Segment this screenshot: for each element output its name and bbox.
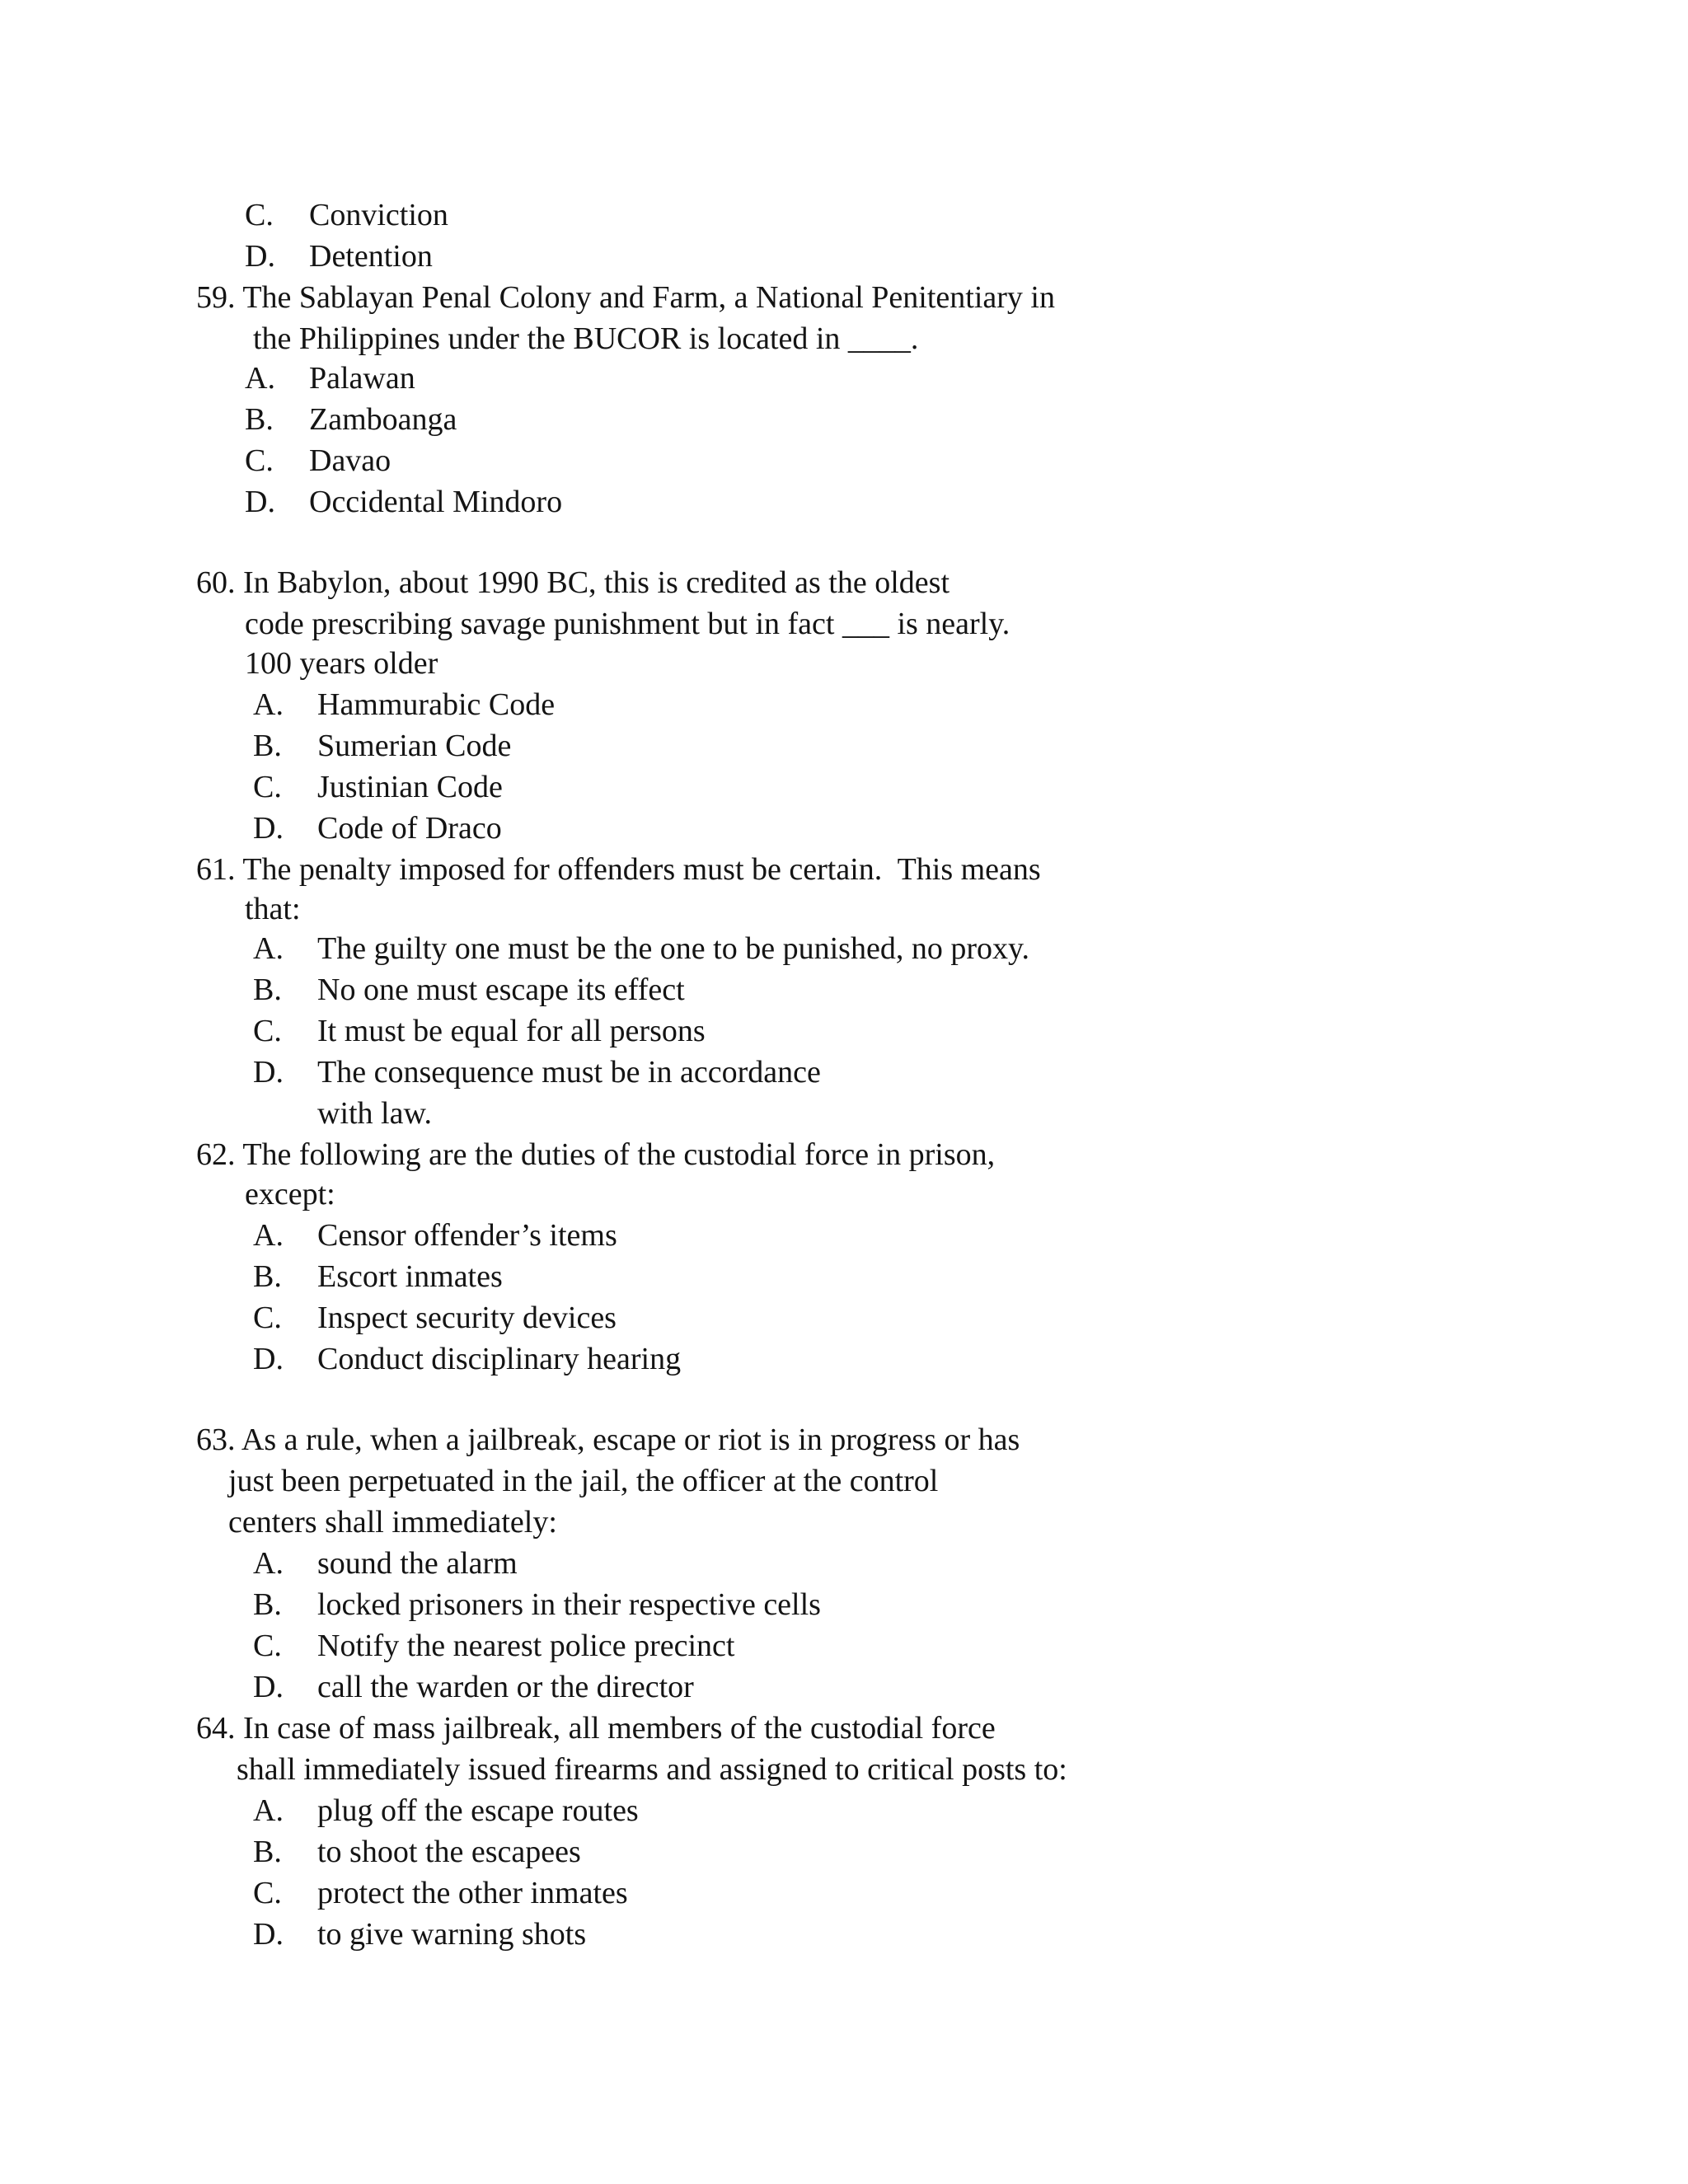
option-text: Davao — [309, 443, 392, 478]
option-letter: C. — [245, 198, 274, 232]
q59-option-a — [245, 358, 415, 399]
q60-option-d — [253, 808, 502, 849]
option-letter: A. — [253, 931, 284, 966]
option-letter: D. — [253, 1342, 284, 1376]
option-letter: C. — [253, 1876, 282, 1910]
option-text: Inspect security devices — [317, 1301, 617, 1335]
option-letter: B. — [253, 1587, 282, 1622]
question-64-line-2: shall immediately issued firearms and assigned to critical posts to: — [237, 1752, 1067, 1787]
q63-option-a — [253, 1543, 518, 1584]
q59-option-b — [245, 399, 457, 440]
option-letter: B. — [245, 402, 274, 437]
q63-option-b — [253, 1584, 821, 1625]
option-text: Code of Draco — [317, 811, 502, 846]
q64-option-d — [253, 1914, 586, 1955]
option-letter: A. — [253, 687, 284, 722]
option-letter: A. — [253, 1218, 284, 1253]
question-59-line-2: the Philippines under the BUCOR is located in ____. — [253, 321, 919, 356]
question-60-line-3: 100 years older — [245, 646, 438, 681]
option-text: Hammurabic Code — [317, 687, 556, 722]
option-text: protect the other inmates — [317, 1876, 628, 1910]
q59-option-c — [245, 440, 391, 481]
question-59-line-1: 59. The Sablayan Penal Colony and Farm, a National Penitentiary in — [196, 280, 1055, 315]
question-61-line-2: that: — [245, 892, 301, 926]
option-letter: C. — [253, 770, 282, 804]
option-text: Escort inmates — [317, 1259, 503, 1294]
option-text: Zamboanga — [309, 402, 457, 437]
option-letter: B. — [253, 1835, 282, 1869]
option-letter: B. — [253, 972, 282, 1007]
q62-option-c — [253, 1297, 617, 1338]
q62-option-b — [253, 1256, 503, 1297]
question-62-line-2: except: — [245, 1177, 335, 1212]
option-text: to shoot the escapees — [317, 1835, 581, 1869]
option-text: Conduct disciplinary hearing — [317, 1342, 682, 1376]
q63-option-c — [253, 1625, 734, 1666]
option-c-conviction — [245, 194, 448, 236]
question-60-line-2: code prescribing savage punishment but in fact ___ is nearly. — [245, 607, 1010, 641]
question-64-line-1: 64. In case of mass jailbreak, all members of the custodial force — [196, 1711, 996, 1746]
option-text: Notify the nearest police precinct — [317, 1629, 735, 1663]
option-text: It must be equal for all persons — [317, 1014, 706, 1048]
q64-option-b — [253, 1831, 581, 1872]
option-text: Justinian Code — [317, 770, 503, 804]
q60-option-c — [253, 766, 503, 808]
option-text: Occidental Mindoro — [309, 485, 563, 519]
option-letter: C. — [253, 1629, 282, 1663]
option-letter: D. — [253, 1917, 284, 1952]
q60-option-a — [253, 684, 555, 725]
q64-option-c — [253, 1872, 628, 1914]
option-text: sound the alarm — [317, 1546, 518, 1581]
q61-option-d — [253, 1052, 821, 1093]
option-text: Conviction — [309, 198, 448, 232]
option-letter: D. — [253, 1670, 284, 1704]
option-letter: D. — [253, 1055, 284, 1090]
option-letter: D. — [245, 239, 275, 274]
option-text: The guilty one must be the one to be punished, no proxy. — [317, 931, 1029, 966]
option-letter: C. — [253, 1014, 282, 1048]
q64-option-a — [253, 1790, 639, 1831]
q60-option-b — [253, 725, 511, 766]
question-63-line-3: centers shall immediately: — [228, 1505, 557, 1540]
option-text: No one must escape its effect — [317, 972, 685, 1007]
option-text: plug off the escape routes — [317, 1793, 639, 1828]
option-text: Palawan — [309, 361, 415, 396]
option-text: Sumerian Code — [317, 729, 512, 763]
q62-option-d — [253, 1338, 681, 1380]
option-letter: D. — [245, 485, 275, 519]
option-letter: C. — [253, 1301, 282, 1335]
option-text: Detention — [309, 239, 433, 274]
q61-option-c — [253, 1010, 706, 1052]
option-text: to give warning shots — [317, 1917, 587, 1952]
q61-option-d-continuation: with law. — [317, 1096, 432, 1131]
q62-option-a — [253, 1215, 617, 1256]
question-61-line-1: 61. The penalty imposed for offenders must be certain. This means — [196, 852, 1041, 887]
option-d-detention — [245, 236, 433, 277]
question-63-line-1: 63. As a rule, when a jailbreak, escape or riot is in progress or has — [196, 1422, 1020, 1457]
option-text: Censor offender’s items — [317, 1218, 617, 1253]
option-letter: A. — [245, 361, 275, 396]
q63-option-d — [253, 1666, 694, 1708]
option-letter: B. — [253, 1259, 282, 1294]
question-63-line-2: just been perpetuated in the jail, the officer at the control — [228, 1464, 939, 1498]
option-letter: A. — [253, 1546, 284, 1581]
q61-option-a — [253, 928, 1029, 969]
option-letter: A. — [253, 1793, 284, 1828]
option-text: call the warden or the director — [317, 1670, 694, 1704]
question-60-line-1: 60. In Babylon, about 1990 BC, this is credited as the oldest — [196, 565, 950, 600]
question-62-line-1: 62. The following are the duties of the custodial force in prison, — [196, 1137, 996, 1172]
option-text: The consequence must be in accordance — [317, 1055, 821, 1090]
q59-option-d — [245, 481, 562, 523]
q61-option-b — [253, 969, 685, 1010]
option-letter: B. — [253, 729, 282, 763]
option-letter: D. — [253, 811, 284, 846]
option-text: locked prisoners in their respective cells — [317, 1587, 821, 1622]
option-letter: C. — [245, 443, 274, 478]
